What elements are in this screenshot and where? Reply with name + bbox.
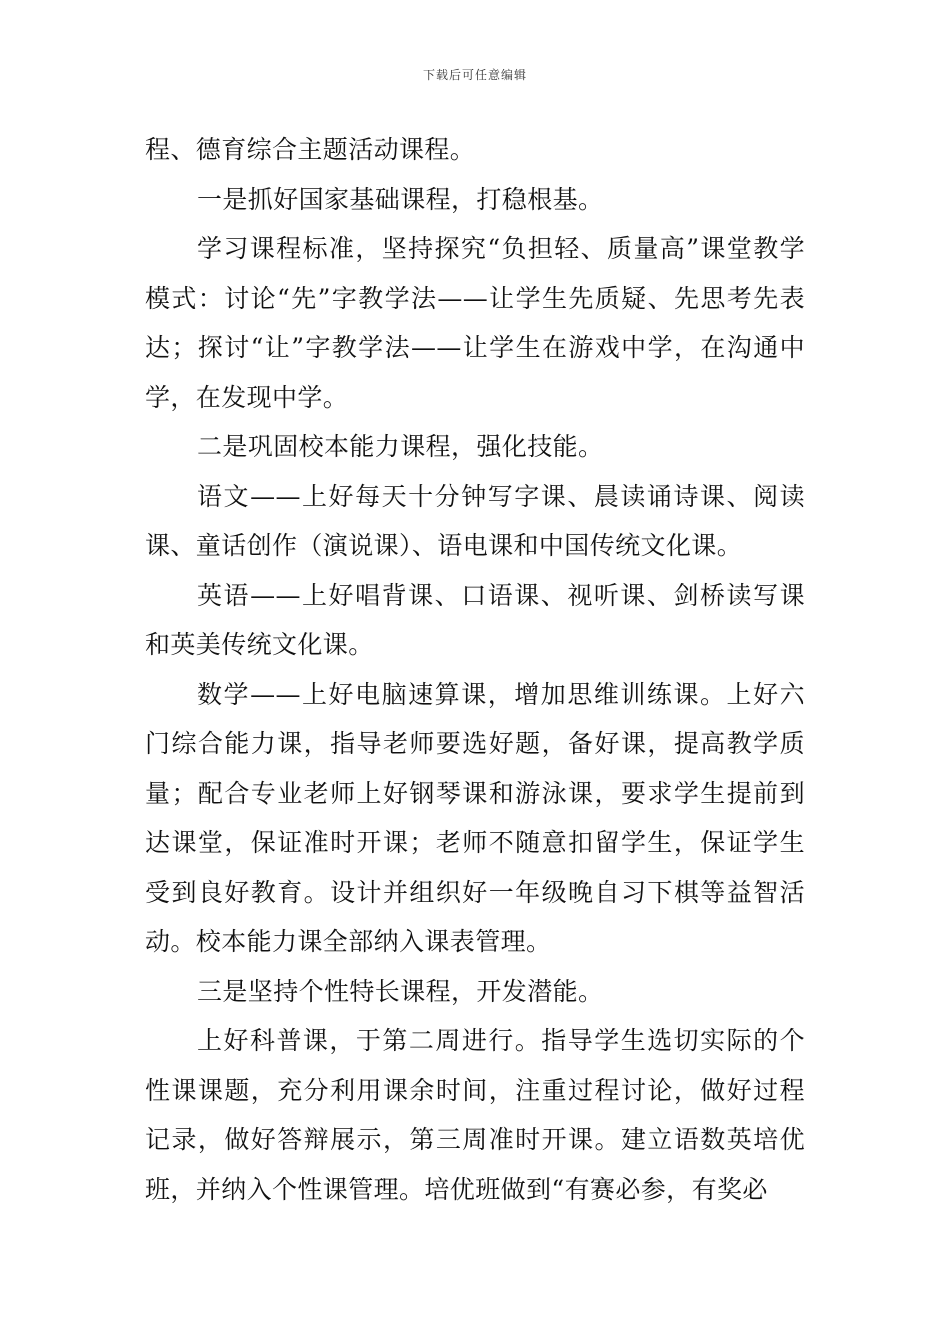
- paragraph-7: 数学——上好电脑速算课，增加思维训练课。上好六门综合能力课，指导老师要选好题，备好课，提高教学质量；配合专业老师上好钢琴课和游泳课，要求学生提前到达课堂，保证准时开课；老师不随意扣留学生，保证学生受到良好教育。设计并组织好一年级晚自习下棋等益智活动。校本能力课全部纳入课表管理。: [145, 679, 805, 956]
- paragraph-6: 英语——上好唱背课、口语课、视听课、剑桥读写课和英美传统文化课。: [145, 580, 805, 659]
- page-header: 下载后可任意编辑: [422, 68, 527, 82]
- paragraph-5: 语文——上好每天十分钟写字课、晨读诵诗课、阅读课、童话创作（演说课）、语电课和中国传统文化课。: [145, 481, 805, 560]
- paragraph-3: 学习课程标准，坚持探究“负担轻、质量高”课堂教学模式：讨论“先”字教学法——让学生先质疑、先思考先表达；探讨“让”字教学法——让学生在游戏中学，在沟通中学，在发现中学。: [145, 234, 805, 412]
- paragraph-9: 上好科普课，于第二周进行。指导学生选切实际的个性课课题，充分利用课余时间，注重过程讨论，做好过程记录，做好答辩展示，第三周准时开课。建立语数英培优班，并纳入个性课管理。培优班做到“有赛必参，有奖必: [145, 1026, 805, 1204]
- paragraph-1: 程、德育综合主题活动课程。: [145, 135, 476, 164]
- paragraph-2: 一是抓好国家基础课程，打稳根基。: [197, 184, 604, 214]
- paragraph-4: 二是巩固校本能力课程，强化技能。: [197, 432, 604, 461]
- document-body: [145, 125, 805, 1214]
- paragraph-8: 三是坚持个性特长课程，开发潜能。: [197, 976, 604, 1006]
